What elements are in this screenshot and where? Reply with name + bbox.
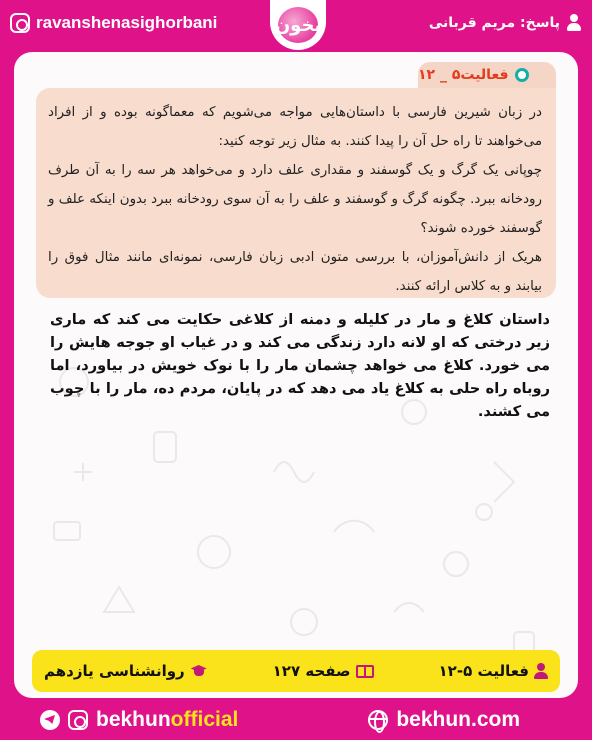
user-icon — [566, 14, 582, 32]
bottom-bar — [0, 700, 592, 740]
website-link[interactable] — [368, 708, 520, 732]
footer-book-label: روانشناسی یازدهم — [44, 662, 185, 680]
instagram-handle: ravanshenasighorbani — [36, 13, 218, 32]
book-icon — [356, 665, 374, 678]
student-icon — [534, 663, 548, 679]
answer-text: داستان کلاغ و مار در کلیله و دمنه از کلاغی حکایت می کند که ماری زیر درختی که او لانه دارد زندگی می کند و در غیاب او جوجه هایش را می خورد. کلاغ می خواهد چشمان مار را با نوک خویش در بیاورد، اما روباه راه حلی به کلاغ یاد می دهد که در پایان، مردم ده، مار را با چوب می کشند. — [50, 311, 550, 420]
telegram-icon — [40, 710, 60, 730]
website-url: bekhun.com — [396, 708, 520, 731]
logo-mark: بخون — [278, 7, 318, 43]
brand-name-a: bekhun — [96, 708, 171, 731]
footer-activity-label: فعالیت ۵-۱۲ — [438, 662, 529, 680]
globe-icon — [368, 710, 388, 730]
question-paragraph: هریک از دانش‌آموزان، با بررسی متون ادبی زبان فارسی، نمونه‌ای مانند مثال فوق را بیابند و به کلاس ارائه کنند. — [48, 250, 542, 294]
question-paragraph: در زبان شیرین فارسی با داستان‌هایی مواجه می‌شویم که معماگونه بوده و از افراد می‌خواهند تا راه حل آن را پیدا کنند. به مثال زیر توجه کنید: — [48, 105, 542, 149]
graduation-cap-icon — [190, 665, 208, 677]
instagram-icon — [10, 13, 30, 33]
footer-page — [273, 662, 374, 680]
content-card — [14, 52, 578, 698]
footer-activity — [439, 662, 548, 680]
social-handle-link[interactable] — [40, 708, 238, 732]
instagram-handle-link[interactable] — [10, 13, 217, 33]
question-box — [36, 88, 556, 298]
brand-name-b: official — [170, 708, 239, 731]
footer-page-label: صفحه ۱۲۷ — [272, 662, 351, 680]
activity-tab — [418, 62, 556, 88]
footer-info-bar — [32, 650, 560, 692]
instagram-icon — [68, 710, 88, 730]
circle-icon — [515, 68, 529, 82]
answer-author — [429, 14, 582, 32]
footer-book — [44, 662, 208, 680]
activity-tab-label: فعالیت۵ _ ۱۲ — [418, 67, 509, 83]
question-paragraph: چوپانی یک گرگ و یک گوسفند و مقداری علف دارد و می‌خواهد هر سه را به آن طرف رودخانه ببرد. چگونه گرگ و گوسفند و علف را به آن سوی رودخانه ببرد بدون اینکه علف و گوسفند خورده شوند؟ — [48, 163, 542, 236]
answer-author-label: پاسخ: مریم قربانی — [428, 15, 560, 31]
